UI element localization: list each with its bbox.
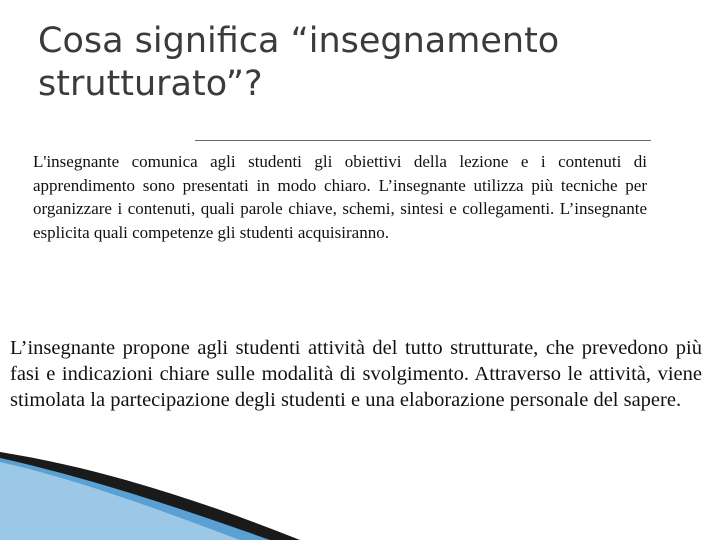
scanned-paragraph-1: L'insegnante comunica agli studenti gli obiettivi della lezione e i contenuti di apprendimento sono presentati in modo chiaro. L’insegnante utilizza più tecniche per organizzare i contenuti, quali parole chiave, schemi, sintesi e collegamenti. L’insegnante esplicita quali competenze gli studenti acquisiranno.	[33, 152, 647, 242]
scanned-paragraph-2: L’insegnante propone agli studenti attività del tutto strutturate, che prevedono più fasi e indicazioni chiare sulle modalità di svolgimento. Attraverso le attività, viene stimolata la partecipazione degli studenti e una elaborazione personale del sapere.	[10, 337, 702, 411]
slide-title: Cosa significa “insegnamento strutturato”?	[38, 21, 560, 104]
swoosh-light-band	[0, 462, 240, 540]
